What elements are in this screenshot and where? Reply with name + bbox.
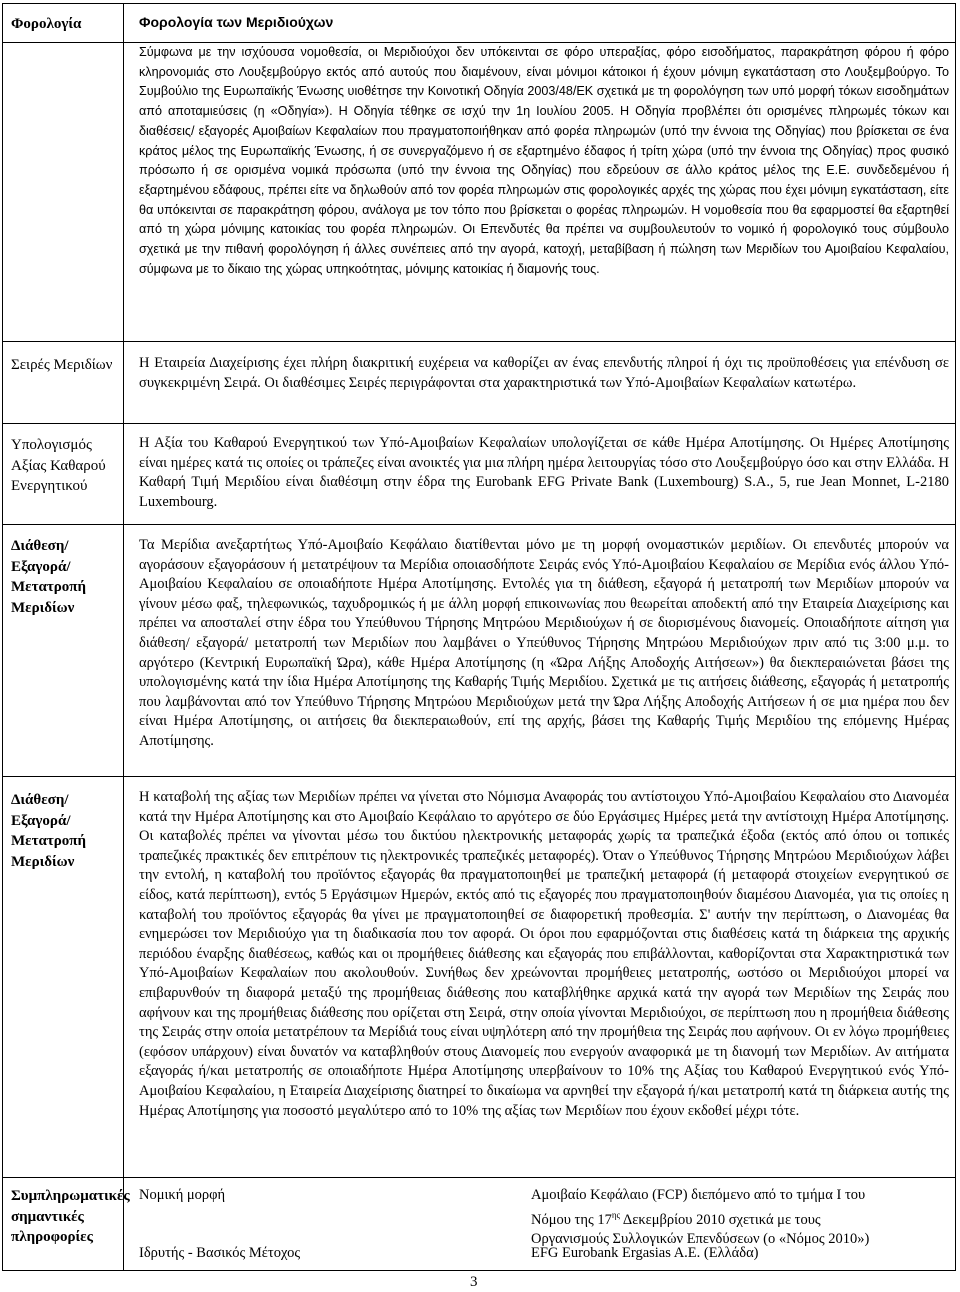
row-divider [3,1177,955,1178]
nav-paragraph: Η Αξία του Καθαρού Ενεργητικού των Υπό-Αμοιβαίων Κεφαλαίων υπολογίζεται σε κάθε Ημέρα Αποτίμησης. Οι Ημέρες Αποτίμησης είναι ημέρες κατά τις οποίες οι τράπεζες είναι ανοικτές για μια πλήρη ημέρα λειτουργίας τόσο στο Λουξεμβούργο όσο και στην Ελλάδα. Η Καθαρή Τιμή Μεριδίου είναι διαθέσιμη στην έδρα της Eurobank EFG Private Bank (Luxembourg) S.A., 5, rue Jean Monnet, L-2180 Luxembourg. [139,435,949,510]
legal-form-line-3: Οργανισμούς Συλλογικών Επενδύσεων (ο «Νόμος 2010») [531,1231,870,1248]
row-divider [3,524,955,525]
row-divider [3,423,955,424]
section-text-dealing-2 [139,788,949,1121]
column-divider [123,4,124,1270]
legal-form-line-2-sup: ης [611,1209,621,1220]
dealing-paragraph: Τα Μερίδια ανεξαρτήτως Υπό-Αμοιβαίο Κεφάλαιο διατίθενται μόνο με τη μορφή ονομαστικών μεριδίων. Οι επενδυτές μπορούν να αγοράσουν εξαγοράσουν ή μετατρέψουν τα Μερίδια οποιασδήποτε Σειράς ενός Υπό-Αμοιβαίου Κεφαλαίου σε Μερίδια ενός άλλου Υπό-Αμοιβαίου Κεφαλαίου σε οποιαδήποτε Ημέρα Αποτίμησης. Εντολές για τη διάθεση, εξαγορά ή μετατροπή των Μεριδίων μπορούν να γίνουν μέσω φαξ, τηλεφωνικώς, ταχυδρομικώς ή με άλλη μορφή επικοινωνίας που θεωρείται αποδεκτή από την Εταιρεία Διαχείρισης και πρέπει να αποσταλεί στην έδρα του Υπεύθυνου Τήρησης Μητρώου Μεριδιούχων ή σε διορισμένους διανομείς. Οποιαδήποτε αίτηση για διάθεση/ εξαγορά/ μετατροπή των Μεριδίων που λαμβάνει ο Υπεύθυνος Τήρησης Μητρώου Μεριδιούχων πριν από τις 3:00 μ.μ. το αργότερο (Κεντρική Ευρωπαϊκή Ώρα), κάθε Ημέρα Αποτίμησης (η «Ώρα Λήξης Αποδοχής Αιτήσεων») θα διεκπεραιώνεται βάσει της υπολογισμένης κατά την ίδια Ημέρα Αποτίμησης της Καθαρής Τιμής Μεριδίου. Σχετικά με τις αιτήσεις διάθεσης, εξαγοράς ή μετατροπής που λαμβάνονται από τον Υπεύθυνο Τήρησης Μητρώου Μεριδιούχων μετά την Ώρα Λήξης Αποδοχής Αιτήσεων ή σε μια ημέρα που δεν είναι Ημέρα Αποτίμησης, οι αιτήσεις θα διεκπεραιωθούν, επί της αρχής, βάσει της Καθαρής Τιμής Μεριδίου της επόμενης Ημέρας Αποτίμησης. [139,537,949,749]
prospectus-table [2,3,956,1271]
legal-form-line-2 [531,1206,951,1230]
dealing-2-paragraph: Η καταβολή της αξίας των Μεριδίων πρέπει να γίνεται στο Νόμισμα Αναφοράς του αντίστοιχου Υπό-Αμοιβαίου Κεφαλαίου στο Διανομέα κατά την Ημέρα Αποτίμησης και στο Αμοιβαίο Κεφάλαιο το αργότερο σε δύο Εργάσιμες Ημέρες μετά την αντίστοιχη Ημέρα Αποτίμησης. Οι καταβολές πρέπει να γίνονται μέσω του δικτύου ηλεκτρονικής μεταφοράς χωρίς τα τραπεζικά έξοδα (εκτός από όπου οι τοπικές τραπεζικές πρακτικές δεν επιτρέπουν τις ηλεκτρονικές τραπεζικές μεταφορές). Όταν ο Υπεύθυνος Τήρησης Μητρώου Μεριδιούχων λάβει την εντολή, η καταβολή του προϊόντος εξαγοράς θα πραγματοποιηθεί με τραπεζική μεταφορά (ή μεταφορά στοιχείων ενεργητικού σε είδος, κατά περίπτωση), εντός 5 Εργάσιμων Ημερών, εκτός από τις εξαγορές που πραγματοποιηθούν διαμέσου Διανομέα, για τις οποίες η καταβολή του προϊόντος εξαγοράς θα γίνει με πραγματοποιηθεί σε διαφορετική προθεσμία. Σ' αυτήν την περίπτωση, ο Διανομέας θα ενημερώσει τον Μεριδιούχο για τη διαδικασία που τον αφορά. Οι όροι που εφαρμόζονται στις διαθέσεις κατά τη διάρκεια της αρχικής περιόδου έναρξης διαθέσεως, καθώς και οι προμήθειες διάθεσης και εξαγοράς που επιβάλλονται, καθορίζονται στα Χαρακτηριστικά των Υπό-Αμοιβαίων Κεφαλαίων που ακολουθούν. Συνήθως δεν χρεώνονται προμήθειες μετατροπής, ωστόσο οι Μεριδιούχοι μπορεί να επιβαρυνθούν τη διαφορά μεταξύ της προμήθειας διάθεσης που καταβλήθηκε αρχικά κατά την αγορά των Μεριδίων της Σειράς που αφήνουν και της προμήθειας διάθεσης που ορίζεται στη Σειρά, στην οποία γίνονται Μεριδιούχοι, σε περίπτωση που η προμήθεια διάθεσης της Σειράς στην οποία μετατρέπουν τα Μερίδιά τους είναι υψηλότερη από την προμήθεια της Σειράς που αφήνουν. Οι εν λόγω προμήθειες (εφόσον υπάρχουν) είναι δυνατόν να καταβληθούν στους Διανομείς που ενεργούν αναφορικά με τη διανομή των Μεριδίων. Αν αιτήματα εξαγοράς ή/και μετατροπής σε οποιαδήποτε Ημέρα Αποτίμησης υπερβαίνουν το 10% της Αξίας του Καθαρού Ενεργητικού ενός Υπό-Αμοιβαίου Κεφαλαίου, η Εταιρεία Διαχείρισης διατηρεί το δικαίωμα να αρνηθεί την εξαγορά ή/και μετατροπή κατά τη διάρκεια αυτής της Ημέρας Αποτίμησης για ποσοστό μεγαλύτερο από το 10% της αξίας των Μεριδίων που έχουν εκδοθεί μέχρι τότε. [139,789,949,1119]
legal-form-line-2-pre: Νόμου της 17 [531,1211,612,1228]
section-label-series: Σειρές Μεριδίων [11,357,113,373]
founder-label: Ιδρυτής - Βασικός Μέτοχος [139,1245,301,1261]
row-divider [3,341,955,342]
section-text-series [139,354,949,393]
founder-value: EFG Eurobank Ergasias A.E. (Ελλάδα) [531,1245,759,1261]
legal-form-label: Νομική μορφή [139,1187,226,1203]
legal-form-line-1: Αμοιβαίο Κεφάλαιο (FCP) διεπόμενο από το τμήμα I του [531,1187,866,1203]
row-divider [3,776,955,777]
section-label-nav: Υπολογισμός Αξίας Καθαρού Ενεργητικού [11,437,106,494]
section-text-dealing [139,536,949,752]
section-text-nav [139,434,949,512]
legal-form-line-2-post: Δεκεμβρίου 2010 σχετικά με τους [620,1211,821,1228]
section-text-tax [139,43,949,279]
section-label-tax: Φορολογία [11,16,82,32]
page-number: 3 [470,1274,478,1290]
tax-paragraph: Σύμφωνα με την ισχύουσα νομοθεσία, οι Μεριδιούχοι δεν υπόκεινται σε φόρο υπεραξίας, φόρο εισοδήματος, παρακράτηση φόρου ή φόρο κληρονομιάς στο Λουξεμβούργο εκτός από αυτούς που διαμένουν, είναι μόνιμοι κάτοικοι ή έχουν μόνιμη εγκατάσταση στο Λουξεμβούργο. Το Συμβούλιο της Ευρωπαϊκής Ένωσης υιοθέτησε την Κοινοτική Οδηγία 2003/48/ΕΚ σχετικά με τη φορολόγηση των υπό μορφή τόκων εισοδημάτων από αποταμιεύσεις (η «Οδηγία»). Η Οδηγία τέθηκε σε ισχύ την 1η Ιουλίου 2005. Η Οδηγία προβλέπει ότι ορισμένες πληρωμές τόκων και διαθέσεις/ εξαγορές Αμοιβαίων Κεφαλαίων που πραγματοποιήθηκαν από φορέα πληρωμών (υπό την έννοια της Οδηγίας) που βρίσκεται σε ένα κράτος μέλος της Ευρωπαϊκής Ένωσης, ή σε συνεργαζόμενο ή σε εξαρτημένο έδαφος ή τρίτη χώρα (υπό την έννοια της Οδηγίας) προς φυσικό πρόσωπο ή σε ορισμένα νομικά πρόσωπα (υπό την έννοια της Οδηγίας) που εδρεύουν σε άλλο κράτος μέλος της Ε.Ε. συνδεδεμένου ή εξαρτημένου εδάφους, πρέπει είτε να δηλωθούν από τον φορέα πληρωμών στις φορολογικές αρχές της χώρας που έχει μόνιμη εγκατάσταση, είτε θα υπόκεινται σε παρακράτηση φόρου, ανάλογα με τον τόπο που βρίσκεται ο φορέας πληρωμών. Η νομοθεσία που θα εφαρμοστεί θα εξαρτηθεί από τη χώρα μόνιμης κατοικίας του φορέα πληρωμών. Οι Επενδυτές θα πρέπει να συμβουλευτούν το νομικό ή φορολογικό τους σύμβουλο σχετικά με την πιθανή φορολόγηση ή άλλες συνέπειες από την αγορά, κατοχή, μεταβίβαση ή πώληση των Μεριδίων του Αμοιβαίου Κεφαλαίου, σύμφωνα με το δίκαιο της χώρας υπηκοότητας, μόνιμης κατοικίας ή διαμονής τους. [139,45,949,276]
section-label-supplementary: Συμπληρωματικές σημαντικές πληροφορίες [11,1188,130,1245]
section-label-dealing: Διάθεση/ Εξαγορά/ Μετατροπή Μεριδίων [11,538,87,616]
section-label-dealing-2: Διάθεση/ Εξαγορά/ Μετατροπή Μεριδίων [11,792,87,870]
legal-form-value [531,1186,951,1250]
section-title-tax: Φορολογία των Μεριδιούχων [139,14,334,30]
series-paragraph: Η Εταιρεία Διαχείρισης έχει πλήρη διακριτική ευχέρεια να καθορίζει αν ένας επενδυτής πληροί ή όχι τις προϋποθέσεις για επένδυση σε συγκεκριμένη Σειρά. Οι διαθέσιμες Σειρές περιγράφονται στα χαρακτηριστικά των Υπό-Αμοιβαίων Κεφαλαίων κατωτέρω. [139,355,949,391]
